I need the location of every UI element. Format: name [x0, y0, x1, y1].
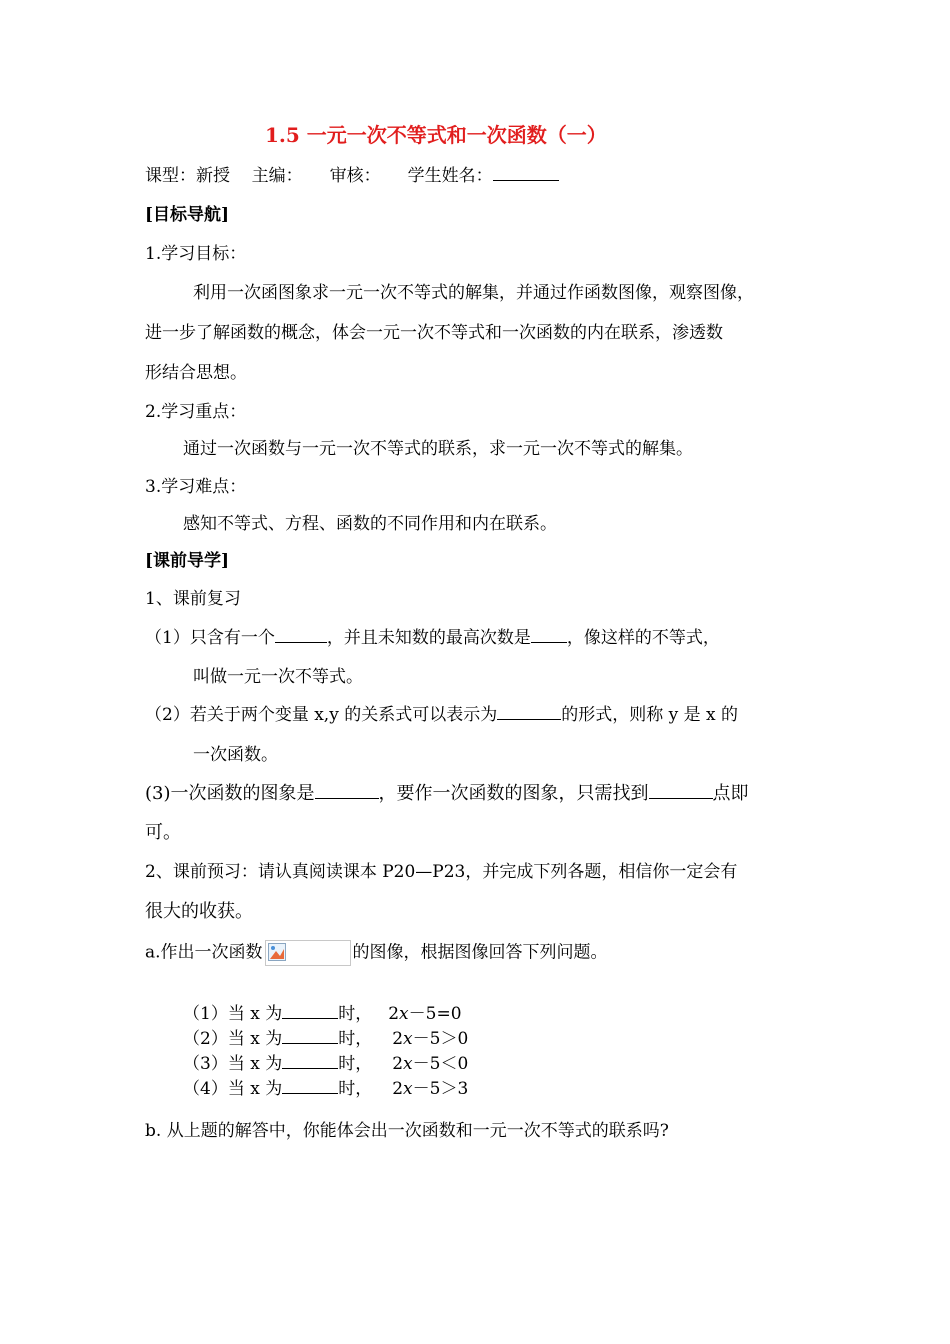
- broken-image-icon: [268, 943, 286, 961]
- section-goal-heading: [目标导航]: [145, 205, 230, 225]
- question-1-line2: 叫做一元一次不等式。: [193, 667, 363, 687]
- sub1-tail: －5=0: [408, 1004, 462, 1024]
- sub4-var: x: [403, 1079, 413, 1099]
- question-1-line1: [145, 627, 720, 649]
- sub-question-4: [183, 1078, 468, 1100]
- goal1-text-line3: 形结合思想。: [145, 363, 247, 383]
- sub3-when: 时，: [338, 1054, 373, 1074]
- section-pre-heading: [课前导学]: [145, 551, 230, 571]
- qa-part-a: a.作出一次函数: [145, 942, 263, 963]
- qa-part-b: 的图像，根据图像回答下列问题。: [352, 942, 608, 963]
- question-b-line: b. 从上题的解答中，你能体会出一次函数和一元一次不等式的联系吗?: [145, 1121, 669, 1141]
- q1-blank-1[interactable]: [275, 627, 327, 643]
- sub2-num: 2: [392, 1029, 404, 1049]
- sub1-var: x: [399, 1004, 409, 1024]
- meta-text: 课型：新授 主编： 审核： 学生姓名：: [145, 166, 493, 186]
- page-title: 1.5 一元一次不等式和一次函数（一）: [265, 123, 607, 147]
- question-3-line1: [145, 783, 749, 805]
- sub2-prefix: （2）当 x 为: [183, 1029, 283, 1049]
- goal2-label: 2.学习重点：: [145, 402, 247, 422]
- meta-line: [145, 165, 559, 187]
- q3-part-c: 点即: [712, 783, 749, 804]
- q3-part-b: ，要作一次函数的图象，只需找到: [378, 783, 649, 804]
- sub3-var: x: [403, 1054, 413, 1074]
- q1-blank-2[interactable]: [531, 627, 567, 643]
- question-2-line2: 一次函数。: [193, 745, 278, 765]
- q2-blank[interactable]: [497, 704, 561, 720]
- question-3-line2: 可。: [145, 822, 181, 843]
- sub-question-1: [183, 1003, 462, 1025]
- goal1-text-line2: 进一步了解函数的概念，体会一元一次不等式和一次函数的内在联系，渗透数: [145, 323, 723, 343]
- preview-line1: 2、课前预习：请认真阅读课本 P20—P23，并完成下列各题，相信你一定会有: [145, 862, 738, 882]
- sub2-tail: －5＞0: [412, 1029, 469, 1049]
- q1-part-b: ，并且未知数的最高次数是: [326, 628, 531, 648]
- sub2-var: x: [403, 1029, 413, 1049]
- sub2-when: 时，: [338, 1029, 373, 1049]
- goal1-text-line1: 利用一次函图象求一元一次不等式的解集，并通过作函数图像，观察图像，: [193, 283, 754, 303]
- sub-question-2: [183, 1028, 468, 1050]
- sub4-when: 时，: [338, 1079, 373, 1099]
- sub3-prefix: （3）当 x 为: [183, 1054, 283, 1074]
- q3-blank-1[interactable]: [315, 783, 379, 799]
- sub4-prefix: （4）当 x 为: [183, 1079, 283, 1099]
- sub4-blank[interactable]: [282, 1078, 338, 1094]
- sub3-num: 2: [392, 1054, 404, 1074]
- sub3-tail: －5＜0: [412, 1054, 469, 1074]
- goal1-label: 1.学习目标：: [145, 244, 247, 264]
- q2-part-a: （2）若关于两个变量 x,y 的关系式可以表示为: [145, 705, 498, 725]
- student-name-blank[interactable]: [493, 165, 559, 181]
- question-a-line: [145, 940, 608, 966]
- goal2-text: 通过一次函数与一元一次不等式的联系，求一元一次不等式的解集。: [183, 439, 693, 459]
- question-2-line1: [145, 704, 738, 726]
- sub1-num: 2: [388, 1004, 400, 1024]
- goal3-text: 感知不等式、方程、函数的不同作用和内在联系。: [183, 514, 557, 534]
- sub2-blank[interactable]: [282, 1028, 338, 1044]
- sub4-tail: －5＞3: [412, 1079, 469, 1099]
- q1-part-c: ，像这样的不等式，: [566, 628, 720, 648]
- sub1-blank[interactable]: [282, 1003, 338, 1019]
- preview-line2: 很大的收获。: [145, 901, 253, 922]
- goal3-label: 3.学习难点：: [145, 477, 247, 497]
- sub-question-3: [183, 1053, 468, 1075]
- review-label: 1、课前复习: [145, 589, 241, 609]
- q3-part-a: (3)一次函数的图象是: [145, 783, 315, 804]
- sub1-when: 时，: [338, 1004, 373, 1024]
- sub3-blank[interactable]: [282, 1053, 338, 1069]
- q3-blank-2[interactable]: [649, 783, 713, 799]
- q2-part-b: 的形式，则称 y 是 x 的: [561, 705, 739, 725]
- sub1-prefix: （1）当 x 为: [183, 1004, 283, 1024]
- function-image-placeholder: [265, 940, 351, 966]
- sub4-num: 2: [392, 1079, 404, 1099]
- q1-part-a: （1）只含有一个: [145, 628, 275, 648]
